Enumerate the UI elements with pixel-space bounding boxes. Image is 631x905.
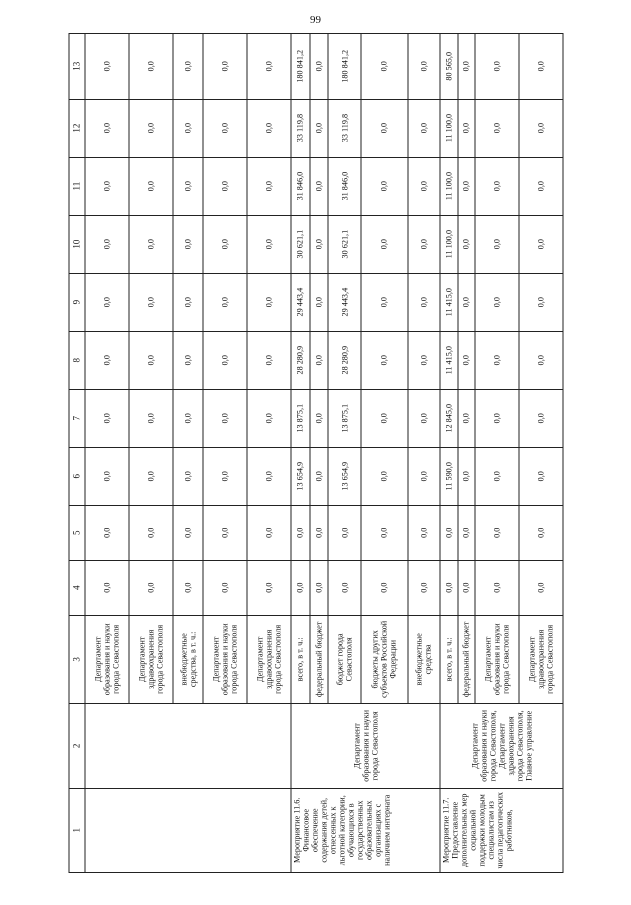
- value-cell: 0,0: [247, 560, 291, 615]
- value-cell: 0,0: [475, 447, 519, 505]
- value-cell: 0,0: [309, 273, 328, 331]
- col-header: 12: [69, 99, 85, 157]
- value-cell: 0,0: [203, 157, 247, 215]
- value-cell: 33 119,8: [328, 99, 361, 157]
- value-cell: 11 100,0: [440, 99, 458, 157]
- source-cell: Департамент здравоохранения города Севастополя: [247, 615, 291, 704]
- value-cell: 13 875,1: [291, 389, 310, 447]
- value-cell: 0,0: [475, 99, 519, 157]
- value-cell: 0,0: [475, 560, 519, 615]
- source-cell: Департамент образования и науки города Севастополя: [475, 615, 519, 704]
- value-cell: 0,0: [203, 447, 247, 505]
- rotated-table-wrapper: [68, 33, 563, 873]
- value-cell: 0,0: [475, 331, 519, 389]
- value-cell: 0,0: [457, 331, 475, 389]
- col-header: 9: [69, 273, 85, 331]
- value-cell: 0,0: [247, 389, 291, 447]
- value-cell: 0,0: [360, 215, 407, 273]
- value-cell: 0,0: [457, 505, 475, 560]
- measure-name: Мероприятие 11.7. Предоставление дополнительных мер социальной поддержки молодым специалистам из числа педагогических работников,: [440, 788, 563, 872]
- value-cell: 0,0: [457, 389, 475, 447]
- value-cell: 0,0: [247, 215, 291, 273]
- value-cell: 0,0: [172, 331, 203, 389]
- value-cell: 0,0: [519, 215, 563, 273]
- value-cell: 0,0: [519, 505, 563, 560]
- source-cell: внебюджетные средства: [407, 615, 440, 704]
- value-cell: 0,0: [519, 33, 563, 99]
- value-cell: 0,0: [203, 389, 247, 447]
- value-cell: 0,0: [407, 157, 440, 215]
- value-cell: 0,0: [360, 157, 407, 215]
- value-cell: 0,0: [128, 505, 172, 560]
- value-cell: 11 100,0: [440, 215, 458, 273]
- value-cell: 0,0: [475, 215, 519, 273]
- value-cell: 0,0: [475, 505, 519, 560]
- value-cell: 0,0: [247, 331, 291, 389]
- page-number: 99: [310, 14, 321, 26]
- source-cell: федеральный бюджет: [457, 615, 475, 704]
- col-header: 1: [69, 788, 85, 872]
- executor-cell: Департамент образования и науки города Севастополя, Департамент здравоохранения города Севастополя, Главное управление: [440, 703, 563, 787]
- source-cell: внебюджетные средства, в т. ч.:: [172, 615, 203, 704]
- value-cell: 13 875,1: [328, 389, 361, 447]
- value-cell: 0,0: [247, 33, 291, 99]
- value-cell: 0,0: [172, 389, 203, 447]
- value-cell: 0,0: [247, 447, 291, 505]
- col-header: 8: [69, 331, 85, 389]
- value-cell: 11 415,0: [440, 331, 458, 389]
- source-cell: бюджеты других субъектов Российской Федерации: [360, 615, 407, 704]
- value-cell: 0,0: [309, 560, 328, 615]
- value-cell: 29 443,4: [291, 273, 310, 331]
- value-cell: 0,0: [457, 447, 475, 505]
- value-cell: 0,0: [328, 560, 361, 615]
- value-cell: 0,0: [85, 331, 129, 389]
- source-cell: бюджет города Севастополя: [328, 615, 361, 704]
- value-cell: 0,0: [407, 215, 440, 273]
- value-cell: 0,0: [475, 389, 519, 447]
- value-cell: 0,0: [360, 389, 407, 447]
- value-cell: 13 654,9: [328, 447, 361, 505]
- value-cell: 0,0: [203, 505, 247, 560]
- source-cell: Департамент образования и науки города Севастополя: [85, 615, 129, 704]
- value-cell: 0,0: [457, 215, 475, 273]
- value-cell: 0,0: [309, 99, 328, 157]
- col-header: 5: [69, 505, 85, 560]
- source-cell: Департамент здравоохранения города Севастополя: [128, 615, 172, 704]
- value-cell: 28 280,9: [328, 331, 361, 389]
- table-row: [291, 33, 310, 872]
- value-cell: 11 100,0: [440, 157, 458, 215]
- value-cell: 29 443,4: [328, 273, 361, 331]
- value-cell: 0,0: [128, 215, 172, 273]
- value-cell: 0,0: [85, 505, 129, 560]
- value-cell: 0,0: [291, 505, 310, 560]
- value-cell: 0,0: [309, 33, 328, 99]
- value-cell: 180 841,2: [291, 33, 310, 99]
- source-cell: Департамент образования и науки города Севастополя: [203, 615, 247, 704]
- value-cell: 0,0: [172, 447, 203, 505]
- col-header: 3: [69, 615, 85, 704]
- value-cell: 0,0: [85, 560, 129, 615]
- value-cell: 0,0: [128, 33, 172, 99]
- value-cell: 0,0: [360, 99, 407, 157]
- executor-cell-continued: [85, 703, 291, 787]
- value-cell: 12 845,0: [440, 389, 458, 447]
- value-cell: 0,0: [457, 273, 475, 331]
- value-cell: 0,0: [85, 99, 129, 157]
- value-cell: 0,0: [203, 99, 247, 157]
- value-cell: 0,0: [407, 331, 440, 389]
- value-cell: 31 846,0: [328, 157, 361, 215]
- value-cell: 0,0: [309, 389, 328, 447]
- value-cell: 0,0: [457, 560, 475, 615]
- col-header: 13: [69, 33, 85, 99]
- value-cell: 30 621,1: [328, 215, 361, 273]
- value-cell: 0,0: [407, 505, 440, 560]
- value-cell: 0,0: [407, 33, 440, 99]
- value-cell: 0,0: [128, 389, 172, 447]
- value-cell: 0,0: [85, 273, 129, 331]
- value-cell: 0,0: [519, 389, 563, 447]
- value-cell: 30 621,1: [291, 215, 310, 273]
- value-cell: 0,0: [203, 560, 247, 615]
- value-cell: 0,0: [172, 99, 203, 157]
- value-cell: 80 565,0: [440, 33, 458, 99]
- value-cell: 0,0: [519, 99, 563, 157]
- budget-table: [68, 33, 563, 873]
- value-cell: 0,0: [457, 99, 475, 157]
- value-cell: 0,0: [128, 273, 172, 331]
- col-header: 4: [69, 560, 85, 615]
- value-cell: 11 590,0: [440, 447, 458, 505]
- measure-name: Мероприятие 11.6. Финансовое обеспечение содержания детей, отнесенных к льготной категории, обучающихся в государственных образовательных организациях с наличием интерната: [291, 788, 440, 872]
- value-cell: 0,0: [309, 505, 328, 560]
- col-header: 6: [69, 447, 85, 505]
- value-cell: 0,0: [128, 99, 172, 157]
- source-cell: всего, в т. ч.:: [291, 615, 310, 704]
- value-cell: 0,0: [203, 215, 247, 273]
- measure-cell-continued: [85, 788, 291, 872]
- value-cell: 0,0: [85, 157, 129, 215]
- value-cell: 0,0: [247, 505, 291, 560]
- value-cell: 0,0: [519, 447, 563, 505]
- source-cell: Департамент здравоохранения города Севастополя: [519, 615, 563, 704]
- value-cell: 0,0: [407, 560, 440, 615]
- value-cell: 0,0: [309, 215, 328, 273]
- value-cell: 0,0: [475, 273, 519, 331]
- table-body: [85, 33, 563, 872]
- value-cell: 0,0: [519, 157, 563, 215]
- value-cell: 180 841,2: [328, 33, 361, 99]
- value-cell: 13 654,9: [291, 447, 310, 505]
- value-cell: 0,0: [85, 389, 129, 447]
- value-cell: 0,0: [407, 389, 440, 447]
- value-cell: 0,0: [291, 560, 310, 615]
- value-cell: 0,0: [360, 505, 407, 560]
- value-cell: 0,0: [203, 273, 247, 331]
- value-cell: 0,0: [172, 273, 203, 331]
- value-cell: 0,0: [128, 447, 172, 505]
- value-cell: 0,0: [328, 505, 361, 560]
- col-header: 11: [69, 157, 85, 215]
- value-cell: 0,0: [172, 560, 203, 615]
- value-cell: 0,0: [519, 331, 563, 389]
- value-cell: 0,0: [309, 157, 328, 215]
- value-cell: 31 846,0: [291, 157, 310, 215]
- value-cell: 0,0: [440, 560, 458, 615]
- value-cell: 0,0: [360, 560, 407, 615]
- value-cell: 0,0: [128, 331, 172, 389]
- value-cell: 0,0: [360, 273, 407, 331]
- value-cell: 0,0: [440, 505, 458, 560]
- value-cell: 0,0: [407, 99, 440, 157]
- value-cell: 0,0: [128, 560, 172, 615]
- col-header: 10: [69, 215, 85, 273]
- value-cell: 0,0: [85, 33, 129, 99]
- col-header: 7: [69, 389, 85, 447]
- value-cell: 0,0: [172, 215, 203, 273]
- value-cell: 0,0: [247, 157, 291, 215]
- value-cell: 0,0: [247, 99, 291, 157]
- value-cell: 11 415,0: [440, 273, 458, 331]
- value-cell: 0,0: [475, 157, 519, 215]
- value-cell: 0,0: [475, 33, 519, 99]
- executor-cell: Департамент образования и науки города Севастополя: [291, 703, 440, 787]
- value-cell: 0,0: [407, 447, 440, 505]
- value-cell: 0,0: [309, 447, 328, 505]
- value-cell: 0,0: [172, 33, 203, 99]
- value-cell: 0,0: [457, 157, 475, 215]
- table-row: [440, 33, 458, 872]
- value-cell: 0,0: [457, 33, 475, 99]
- value-cell: 0,0: [309, 331, 328, 389]
- value-cell: 0,0: [128, 157, 172, 215]
- value-cell: 28 280,9: [291, 331, 310, 389]
- col-header: 2: [69, 703, 85, 787]
- value-cell: 0,0: [519, 560, 563, 615]
- value-cell: 0,0: [360, 447, 407, 505]
- header-row: [69, 33, 85, 872]
- value-cell: 0,0: [85, 215, 129, 273]
- value-cell: 0,0: [360, 331, 407, 389]
- value-cell: 33 119,8: [291, 99, 310, 157]
- value-cell: 0,0: [360, 33, 407, 99]
- value-cell: 0,0: [407, 273, 440, 331]
- value-cell: 0,0: [172, 157, 203, 215]
- value-cell: 0,0: [85, 447, 129, 505]
- value-cell: 0,0: [172, 505, 203, 560]
- value-cell: 0,0: [519, 273, 563, 331]
- value-cell: 0,0: [247, 273, 291, 331]
- source-cell: всего, в т. ч.:: [440, 615, 458, 704]
- source-cell: федеральный бюджет: [309, 615, 328, 704]
- value-cell: 0,0: [203, 33, 247, 99]
- value-cell: 0,0: [203, 331, 247, 389]
- table-row: [85, 33, 129, 872]
